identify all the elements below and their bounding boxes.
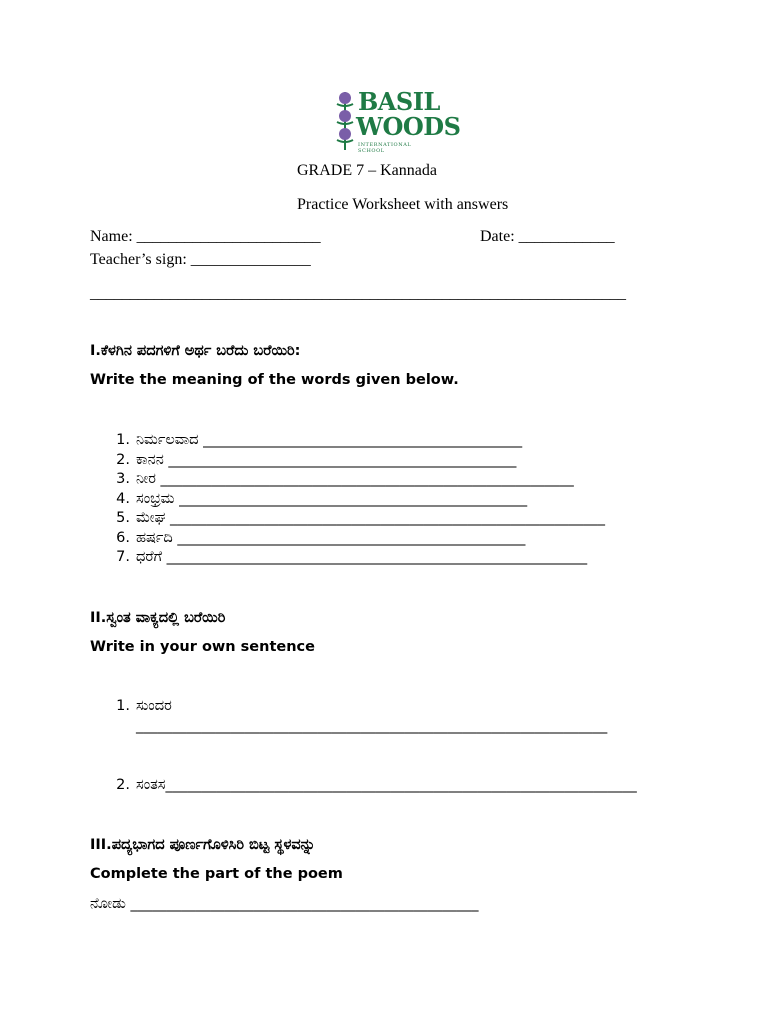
list-item xyxy=(108,698,172,714)
word-answer-line: ಹರ್ಷದಿ ________________________________________________ xyxy=(136,530,526,546)
logo-tagline: INTERNATIONAL SCHOOL xyxy=(358,142,412,154)
section3-heading: III.ಪದ್ಯಭಾಗದ ಪೂರ್ಣಗೊಳಿಸಿರಿ ಬಿಟ್ಟ ಸ್ಥಳವನ್ನು xyxy=(90,837,316,853)
list-number: 3. xyxy=(116,471,130,487)
word-answer-line: ನೀರ _________________________________________________________ xyxy=(136,471,574,487)
sentence-answer-line: _________________________________________________________________ xyxy=(136,718,608,734)
section1-instruction: Write the meaning of the words given below. xyxy=(90,372,459,388)
teacher-sign-field: Teacher’s sign: _______________ xyxy=(90,251,311,268)
list-number: 1. xyxy=(116,698,130,714)
date-field: Date: ____________ xyxy=(480,228,615,245)
list-item xyxy=(108,471,574,487)
flower-emblem-icon xyxy=(334,90,356,152)
word-answer-line: ಧರೆಗೆ __________________________________________________________ xyxy=(136,549,588,565)
word-answer-line: ಮೇಘ ____________________________________________________________ xyxy=(136,510,606,526)
list-number: 7. xyxy=(116,549,130,565)
worksheet-subtitle: Practice Worksheet with answers xyxy=(297,196,509,213)
list-number: 2. xyxy=(116,777,130,793)
word-answer-line: ಕಾನನ ________________________________________________ xyxy=(136,452,517,468)
grade-title: GRADE 7 – Kannada xyxy=(297,162,437,179)
list-item xyxy=(108,777,637,793)
list-item xyxy=(108,452,516,468)
section2-instruction: Write in your own sentence xyxy=(90,639,315,655)
list-number: 1. xyxy=(116,432,130,448)
divider-line: ___________________________________________________________________ xyxy=(90,285,626,302)
logo-text-line2: WOODS xyxy=(356,112,461,141)
list-item xyxy=(108,549,587,565)
list-number: 5. xyxy=(116,510,130,526)
list-item xyxy=(108,530,525,546)
school-logo xyxy=(334,87,461,154)
list-number: 2. xyxy=(116,452,130,468)
word-answer-line: ಸಂಭ್ರಮ ________________________________________________ xyxy=(136,491,528,507)
poem-answer-line: ನೋಡು ________________________________________________ xyxy=(90,896,479,912)
section1-heading: I.ಕೆಳಗಿನ ಪದಗಳಿಗೆ ಅರ್ಥ ಬರೆದು ಬರೆಯಿರಿ: xyxy=(90,343,301,359)
name-field: Name: _______________________ xyxy=(90,228,321,245)
logo-text-line1: BASIL xyxy=(358,87,440,116)
sentence-word: ಸುಂದರ xyxy=(136,698,172,714)
list-item xyxy=(108,510,605,526)
word-answer-line: ನಿರ್ಮಲವಾದ ____________________________________________ xyxy=(136,432,523,448)
list-item xyxy=(108,491,527,507)
list-item xyxy=(108,432,522,448)
section2-heading: II.ಸ್ವಂತ ವಾಕ್ಯದಲ್ಲಿ ಬರೆಯಿರಿ xyxy=(90,610,226,626)
sentence-answer-line: ಸಂತಸ_________________________________________________________________ xyxy=(136,777,637,793)
list-number: 6. xyxy=(116,530,130,546)
list-number: 4. xyxy=(116,491,130,507)
section3-instruction: Complete the part of the poem xyxy=(90,866,343,882)
